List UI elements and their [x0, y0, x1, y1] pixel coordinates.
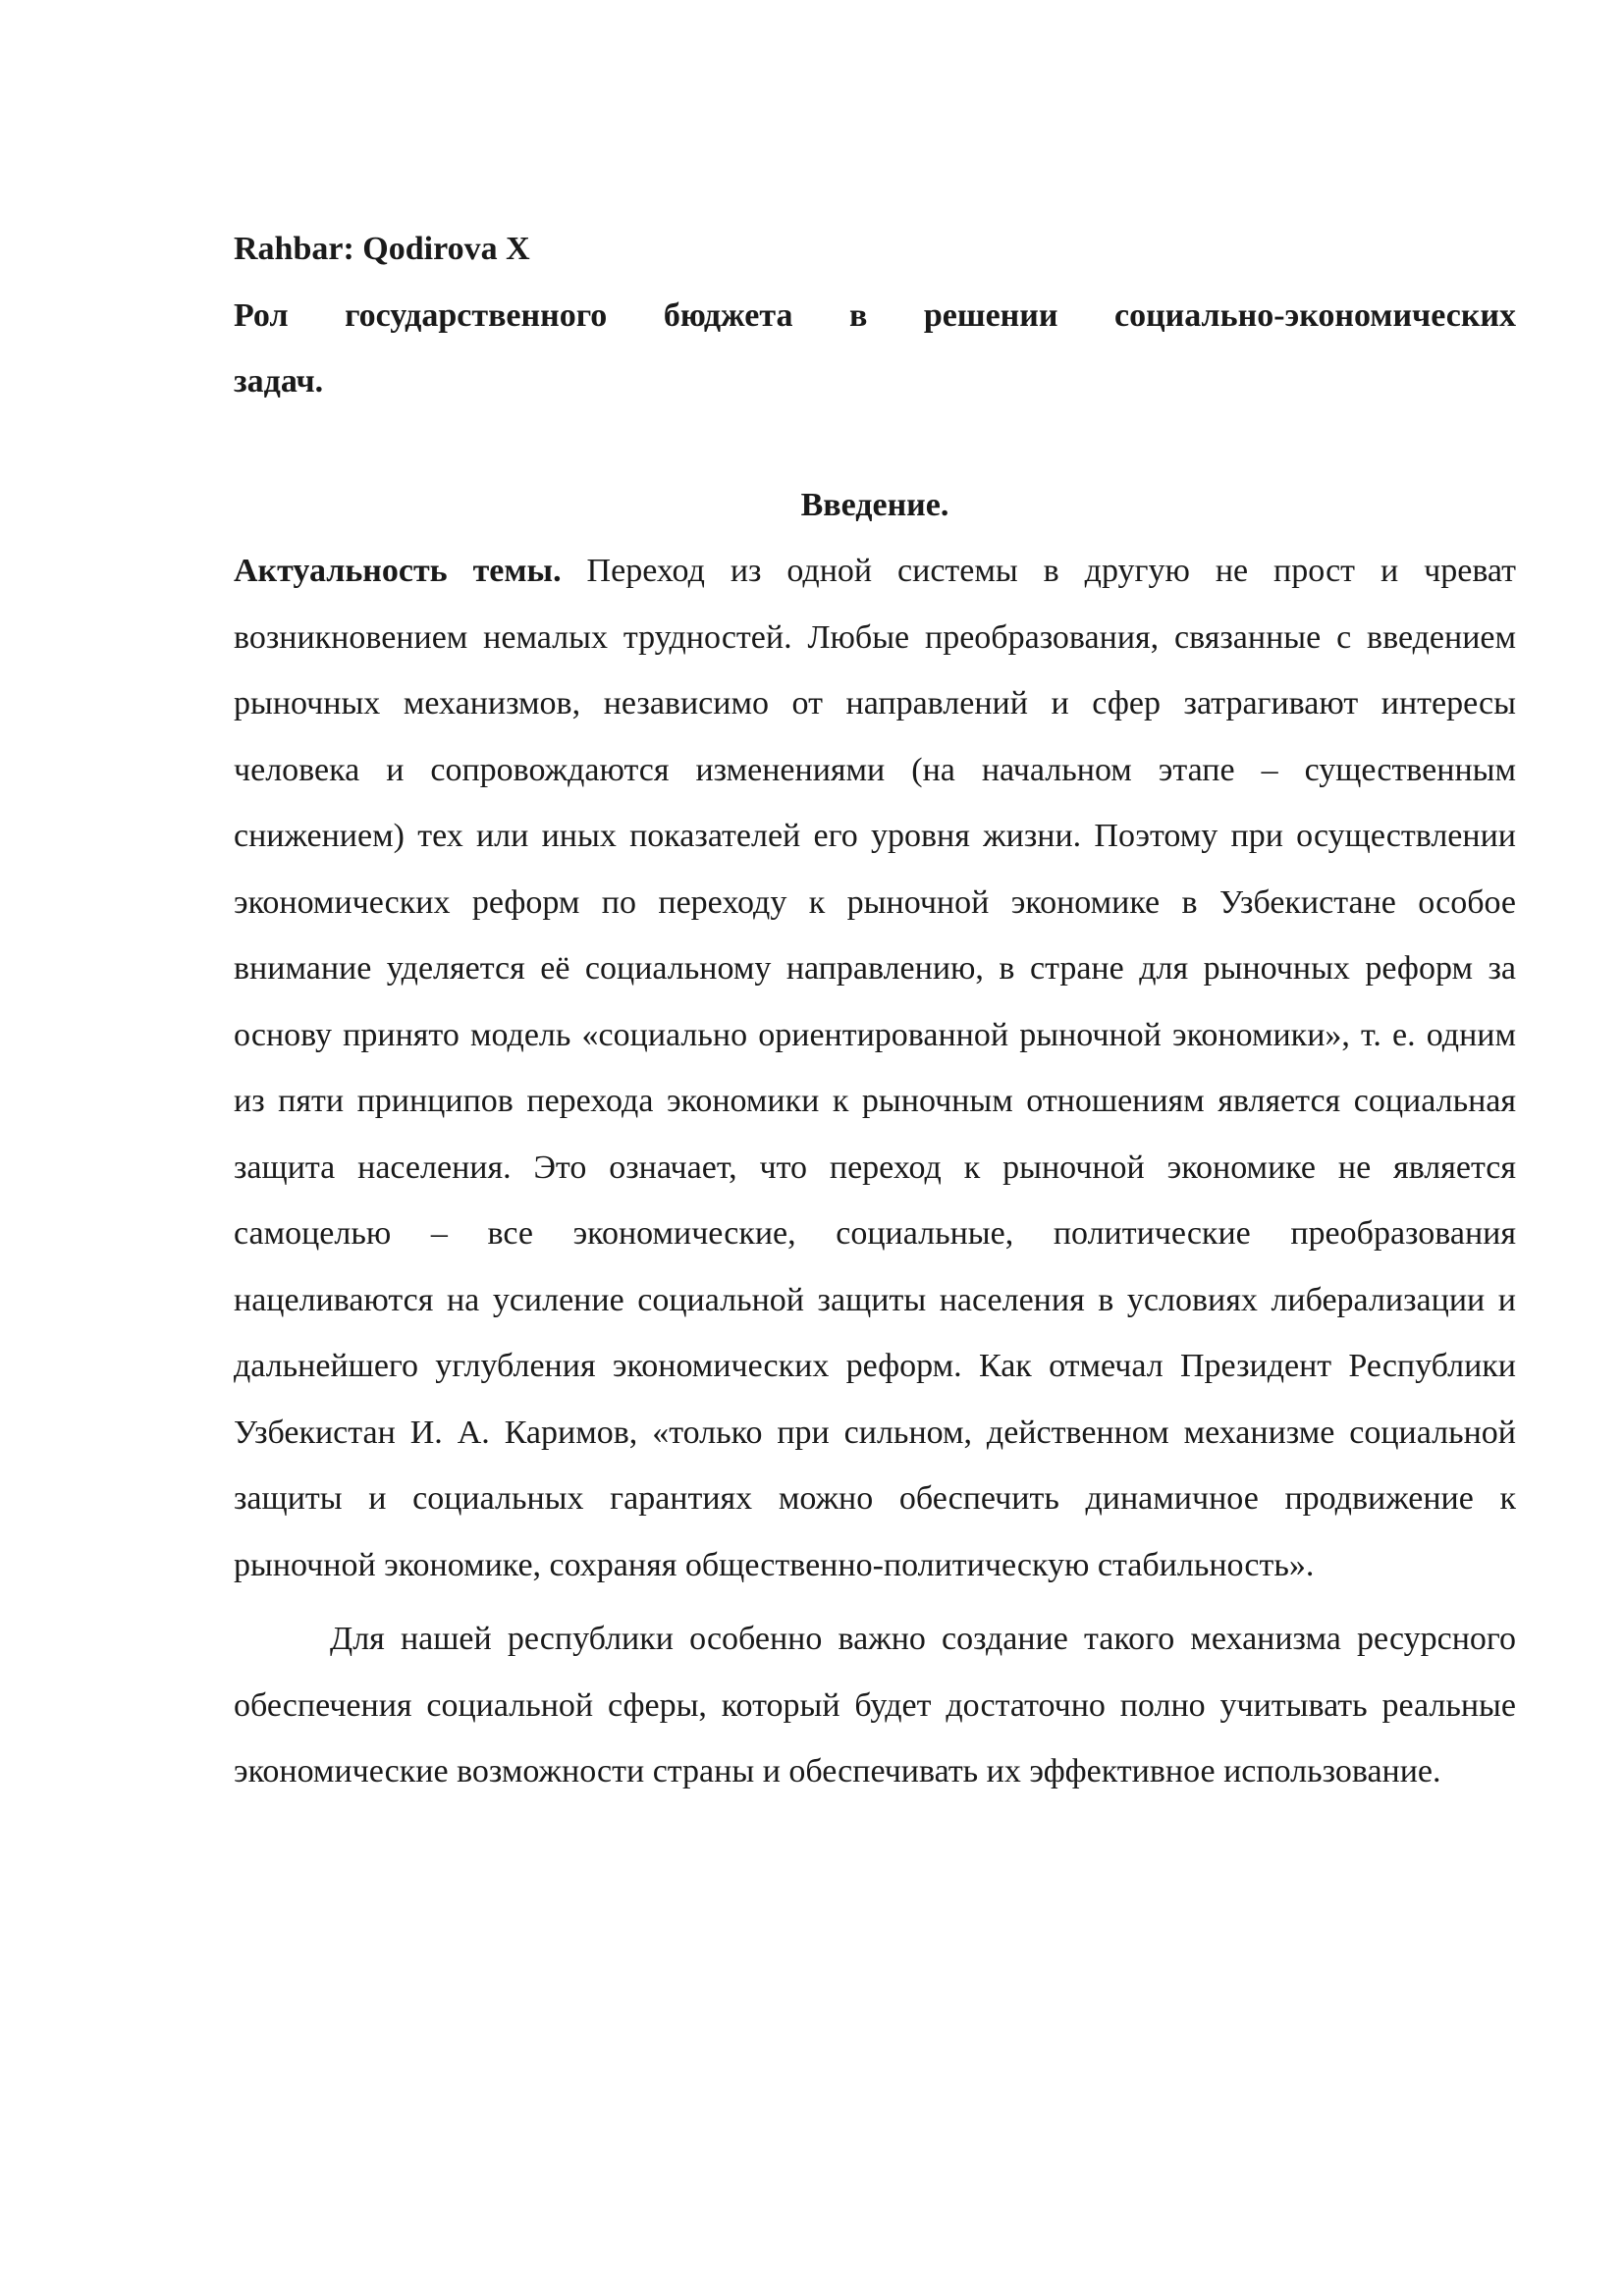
paragraph-2: Для нашей республики особенно важно создание такого механизма ресурсного обеспечения социальной сферы, который будет достаточно полно учитывать реальные экономические возможности страны и обеспечивать их эффективное использование.	[234, 1621, 1516, 1789]
document-page	[234, 216, 1516, 1805]
paragraph-1	[234, 538, 1516, 1598]
author-line: Rahbar: Qodirova X	[234, 231, 530, 267]
document-title-line2: задач.	[234, 363, 324, 400]
section-heading: Введение.	[800, 486, 949, 523]
document-title	[234, 283, 1516, 415]
paragraph-1-lead: Актуальность темы.	[234, 553, 562, 589]
paragraph-1-text: Переход из одной системы в другую не прост и чреват возникновением немалых трудностей. Любые преобразования, связанные с введением рыночных механизмов, независимо от направлений и сфер затрагивают интересы человека и сопровождаются изменениями (на начальном этапе – существенным снижением) тех или иных показателей его уровня жизни. Поэтому при осуществлении экономических реформ по переходу к рыночной экономике в Узбекистане особое внимание уделяется её социальному направлению, в стране для рыночных реформ за основу принято модель «социально ориентированной рыночной экономики», т. е. одним из пяти принципов перехода экономики к рыночным отношениям является социальная защита населения. Это означает, что переход к рыночной экономике не является самоцелью – все экономические, социальные, политические преобразования нацеливаются на усиление социальной защиты населения в условиях либерализации и дальнейшего углубления экономических реформ. Как отмечал Президент Республики Узбекистан И. А. Каримов, «только при сильном, действенном механизме социальной защиты и социальных гарантиях можно обеспечить динамичное продвижение к рыночной экономике, сохраняя общественно-политическую стабильность».	[234, 553, 1516, 1583]
document-title-line1: Рол государственного бюджета в решении социально-экономических	[234, 296, 1516, 334]
